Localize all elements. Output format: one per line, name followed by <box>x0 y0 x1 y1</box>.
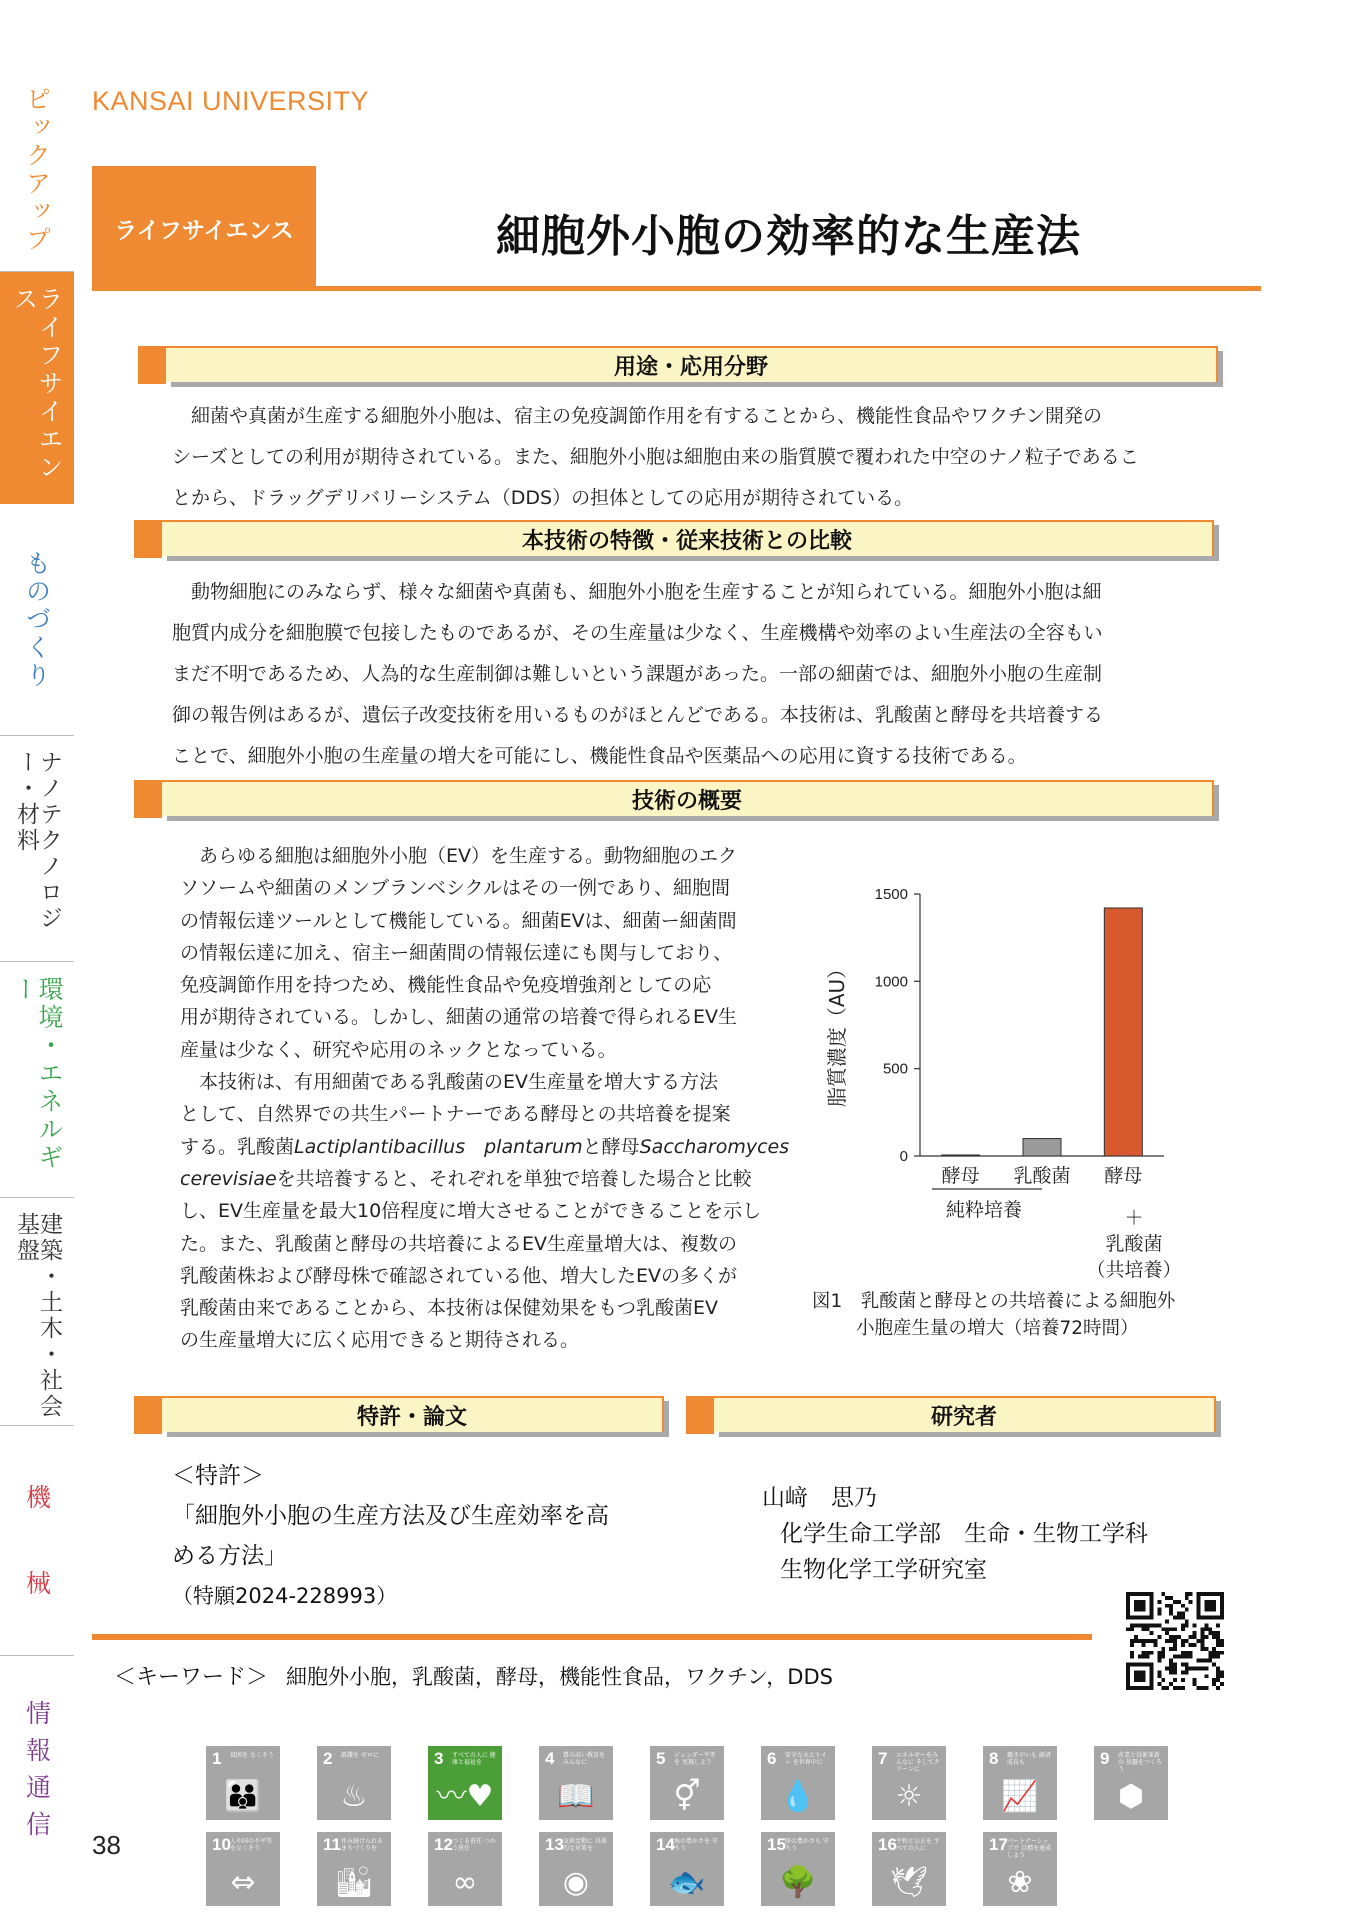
fish-icon: 🐟 <box>668 1865 706 1900</box>
sdg-number: 17 <box>989 1835 1008 1854</box>
section-heading-text: 本技術の特徴・従来技術との比較 <box>162 520 1214 556</box>
equality-icon: ⇔ <box>230 1865 256 1900</box>
sdg-number: 1 <box>212 1749 222 1768</box>
text-line: シーズとしての利用が期待されている。また、細胞外小胞は細胞由来の脂質膜で覆われた中空のナノ粒子であるこ <box>172 446 1139 468</box>
sdg-goal-2 <box>317 1746 391 1820</box>
researcher-info <box>762 1480 1148 1588</box>
sdg-number: 9 <box>1100 1749 1110 1768</box>
overview-text <box>180 840 790 1357</box>
caption-line: 図1 乳酸菌と酵母との共培養による細胞外 <box>812 1291 1176 1312</box>
sdg-goal-12 <box>428 1832 502 1906</box>
section-heading-text: 技術の概要 <box>162 780 1214 816</box>
text-line: ソソームや細菌のメンブランベシクルはその一例であり、細胞間 <box>180 877 731 900</box>
eye-globe-icon: ◉ <box>562 1865 590 1900</box>
header-rule <box>92 286 1261 291</box>
footer-rule <box>92 1634 1092 1640</box>
sdg-goal-8 <box>983 1746 1057 1820</box>
text-line: cerevisiaeを共培養すると、それぞれを単独で培養した場合と比較 <box>180 1167 752 1190</box>
sdg-title: ジェンダー平等を 実現しよう <box>674 1752 716 1766</box>
sdg-title: 陸の豊かさも 守ろう <box>785 1838 829 1852</box>
text-line: の情報伝達に加え、宿主ー細菌間の情報伝達にも関与しており、 <box>180 941 733 964</box>
researcher-dept: 化学生命工学部 生命・生物工学科 <box>780 1521 1148 1547</box>
sidebar-item-pickup[interactable] <box>0 72 74 272</box>
bar <box>1104 908 1142 1156</box>
sdg-number: 12 <box>434 1835 453 1854</box>
qr-code[interactable] <box>1126 1592 1224 1690</box>
sdg-number: 10 <box>212 1835 231 1854</box>
section-heading-overview <box>134 780 1214 818</box>
bar <box>942 1155 980 1156</box>
page-title: 細胞外小胞の効率的な生産法 <box>496 211 1081 262</box>
sdg-title: 気候変動に 具体的な対策を <box>563 1838 607 1852</box>
sidebar-item-label: ものづくり <box>22 550 52 690</box>
people-icon: 👪 <box>224 1779 262 1814</box>
section-heading-text: 特許・論文 <box>162 1396 664 1432</box>
text-line: 免疫調節作用を持つため、機能性食品や免疫増強剤としての応 <box>180 974 712 997</box>
section-heading-patent <box>134 1396 664 1434</box>
sdg-number: 11 <box>323 1835 341 1854</box>
sidebar-item-label: ピックアップ <box>22 86 52 254</box>
x-category-label: 酵母 <box>1104 1165 1143 1187</box>
x-category-label: 乳酸菌 <box>1013 1165 1071 1187</box>
sdg-number: 15 <box>767 1835 786 1854</box>
sdg-title: 働きがいも 経済成長も <box>1007 1752 1051 1766</box>
sdg-number: 3 <box>434 1749 444 1768</box>
keywords-text: 細胞外小胞，乳酸菌，酵母，機能性食品，ワクチン，DDS <box>286 1665 833 1689</box>
sdg-goal-14 <box>650 1832 724 1906</box>
sdg-title: 貧困を なくそう <box>230 1752 274 1759</box>
sdg-goal-5 <box>650 1746 724 1820</box>
text-line: 動物細胞にのみならず、様々な細菌や真菌も、細胞外小胞を生産することが知られている。細胞外小胞は細 <box>191 581 1102 603</box>
sidebar-item-label: 情報通信 <box>22 1700 52 1848</box>
sdg-title: 住み続けられる まちづくりを <box>341 1838 384 1852</box>
patent-title: 「細胞外小胞の生産方法及び生産効率を高 <box>172 1503 609 1529</box>
section-heading-usage <box>138 346 1218 384</box>
features-text <box>172 572 1232 777</box>
text-line: 産量は少なく、研究や応用のネックとなっている。 <box>180 1038 617 1061</box>
y-tick-label: 1500 <box>874 886 908 903</box>
text-line: とから、ドラッグデリバリーシステム（DDS）の担体としての応用が期待されている。 <box>172 487 914 509</box>
city-icon: 🏙 <box>334 1865 374 1900</box>
text-line: 本技術は、有用細菌である乳酸菌のEV生産量を増大する方法 <box>199 1071 719 1094</box>
sdg-number: 8 <box>989 1749 999 1768</box>
sidebar-item-monozukuri[interactable] <box>0 536 74 736</box>
category-label: ライフサイエンス <box>92 166 316 290</box>
sdg-number: 16 <box>878 1835 897 1854</box>
y-axis-label: 脂質濃度（AU） <box>825 958 849 1108</box>
text-line: あらゆる細胞は細胞外小胞（EV）を生産する。動物細胞のエク <box>199 845 738 867</box>
sdg-goal-9 <box>1094 1746 1168 1820</box>
figure-caption <box>812 1288 1232 1342</box>
sdg-goal-1 <box>206 1746 280 1820</box>
patent-label: ＜特許＞ <box>172 1463 264 1489</box>
section-heading-text: 研究者 <box>714 1396 1216 1432</box>
sdg-title: 海の豊かさを 守ろう <box>674 1838 718 1852</box>
sdg-number: 2 <box>323 1749 333 1768</box>
bowl-icon: ♨ <box>340 1779 368 1814</box>
lipid-bar-chart <box>820 870 1240 1282</box>
sdg-goal-13 <box>539 1832 613 1906</box>
sdg-number: 7 <box>878 1749 888 1768</box>
keywords <box>114 1660 833 1691</box>
sdg-title: つくる責任 つかう責任 <box>452 1838 496 1852</box>
water-icon: 💧 <box>779 1779 817 1814</box>
text-line: の情報伝達ツールとして機能している。細菌EVは、細菌ー細菌間 <box>180 909 737 932</box>
sidebar-item-nanotech[interactable] <box>0 736 74 962</box>
sdg-title: パートナーシップで 目標を達成しよう <box>1007 1838 1052 1859</box>
x-category-label: 酵母 <box>941 1165 980 1187</box>
section-heading-features <box>134 520 1214 558</box>
sidebar-item-ict[interactable] <box>0 1686 74 1866</box>
sdg-goal-6 <box>761 1746 835 1820</box>
sidebar-item-lifescience[interactable] <box>0 272 74 504</box>
sdg-title: 質の高い教育を みんなに <box>563 1752 606 1766</box>
sdg-title: すべての人に 健康と福祉を <box>452 1752 496 1766</box>
patent-number: （特願2024-228993） <box>172 1584 398 1608</box>
section-heading-researcher <box>686 1396 1216 1434</box>
sidebar-item-label: ライフサイエンス <box>10 286 64 482</box>
tree-icon: 🌳 <box>779 1865 817 1900</box>
text-line: 胞質内成分を細胞膜で包接したものであるが、その生産量は少なく、生産機構や効率のよい生産法の全容もい <box>172 622 1103 644</box>
sdg-goal-4 <box>539 1746 613 1820</box>
patent-title: める方法」 <box>172 1543 287 1569</box>
sdg-title: 飢餓を ゼロに <box>341 1752 379 1759</box>
sidebar-item-label: 環境・エネルギー <box>10 976 64 1172</box>
y-tick-label: 1000 <box>874 973 908 991</box>
sdg-number: 14 <box>656 1835 675 1854</box>
book-icon: 📖 <box>557 1779 595 1814</box>
gender-icon: ⚥ <box>673 1779 701 1814</box>
sdg-goal-3 <box>428 1746 502 1820</box>
sdg-title: 産業と技術革新の 基盤をつくろう <box>1118 1752 1162 1773</box>
sidebar-item-architecture[interactable] <box>0 1198 74 1426</box>
sdg-goal-7 <box>872 1746 946 1820</box>
category-sub-line: （共培養） <box>1086 1259 1182 1281</box>
sdg-title: 平和と公正を すべての人に <box>896 1838 940 1852</box>
text-line: する。乳酸菌Lactiplantibacillus plantarumと酵母Saccharomyces <box>180 1135 790 1158</box>
category-sub-line: 乳酸菌 <box>1105 1233 1163 1255</box>
text-line: まだ不明であるため、人為的な生産制御は難しいという課題があった。一部の細菌では、細胞外小胞の生産制 <box>172 663 1103 685</box>
dove-icon: 🕊 <box>889 1865 929 1900</box>
caption-line: 小胞産生量の増大（培養72時間） <box>856 1318 1139 1339</box>
sdg-goal-11 <box>317 1832 391 1906</box>
text-line: ことで、細胞外小胞の生産量の増大を可能にし、機能性食品や医薬品への応用に資する技術である。 <box>172 745 1027 767</box>
sdg-number: 6 <box>767 1749 777 1768</box>
sdg-title: 安全な水とトイレ を世界中に <box>785 1752 827 1766</box>
text-line: た。また、乳酸菌と酵母の共培養によるEV生産量増大は、複数の <box>180 1232 738 1255</box>
rings-icon: ❀ <box>1007 1865 1033 1900</box>
bar <box>1023 1139 1061 1156</box>
sdg-title: 人や国の不平等 をなくそう <box>230 1838 273 1852</box>
y-tick-label: 0 <box>899 1148 908 1165</box>
sdg-goal-10 <box>206 1832 280 1906</box>
sidebar-item-machine[interactable] <box>0 1470 74 1656</box>
sun-icon: ☼ <box>895 1779 923 1814</box>
sidebar-item-label: ナノテクノロジー・材料 <box>13 750 62 932</box>
sdg-goal-16 <box>872 1832 946 1906</box>
sidebar-item-label: 機 械 <box>22 1484 52 1613</box>
section-heading-text: 用途・応用分野 <box>166 346 1218 382</box>
text-line: し、EV生産量を最大10倍程度に増大させることができることを示し <box>180 1200 762 1223</box>
sdg-goal-15 <box>761 1832 835 1906</box>
sdg-number: 5 <box>656 1749 666 1768</box>
text-line: の生産量増大に広く応用できると期待される。 <box>180 1329 580 1352</box>
category-sub-line: ＋ <box>1124 1207 1144 1229</box>
group-label: 純粋培養 <box>945 1199 1023 1221</box>
usage-text <box>172 396 1232 519</box>
patent-info <box>172 1456 609 1616</box>
cubes-icon: ⬢ <box>1117 1779 1145 1814</box>
page-number: 38 <box>92 1830 121 1860</box>
infinity-icon: ∞ <box>452 1865 478 1900</box>
text-line: 用が期待されている。しかし、細菌の通常の培養で得られるEV生 <box>180 1006 738 1029</box>
text-line: として、自然界での共生パートナーである酵母との共培養を提案 <box>180 1103 731 1126</box>
text-line: 乳酸菌由来であることから、本技術は保健効果をもつ乳酸菌EV <box>180 1297 719 1320</box>
text-line: 細菌や真菌が生産する細胞外小胞は、宿主の免疫調節作用を有することから、機能性食品やワクチン開発の <box>191 405 1103 427</box>
sdg-number: 13 <box>545 1835 564 1854</box>
sdg-title: エネルギーをみんなに そしてクリーンに <box>896 1752 940 1773</box>
keywords-label: ＜キーワード＞ <box>114 1665 269 1690</box>
y-tick-label: 500 <box>882 1060 908 1078</box>
sidebar-item-label: 建築・土木・社会基盤 <box>13 1212 62 1420</box>
sdg-number: 4 <box>545 1749 555 1768</box>
growth-chart-icon: 📈 <box>1001 1779 1039 1814</box>
sdg-goal-17 <box>983 1832 1057 1906</box>
text-line: 乳酸菌株および酵母株で確認されている他、増大したEVの多くが <box>180 1264 738 1287</box>
researcher-name: 山﨑 思乃 <box>762 1485 877 1511</box>
university-name: KANSAI UNIVERSITY <box>92 86 370 116</box>
text-line: 御の報告例はあるが、遺伝子改変技術を用いるものがほとんどである。本技術は、乳酸菌と酵母を共培養する <box>172 704 1104 726</box>
researcher-lab: 生物化学工学研究室 <box>780 1557 987 1583</box>
heartbeat-icon: 〰♥ <box>436 1779 494 1814</box>
sidebar-item-environment[interactable] <box>0 962 74 1198</box>
